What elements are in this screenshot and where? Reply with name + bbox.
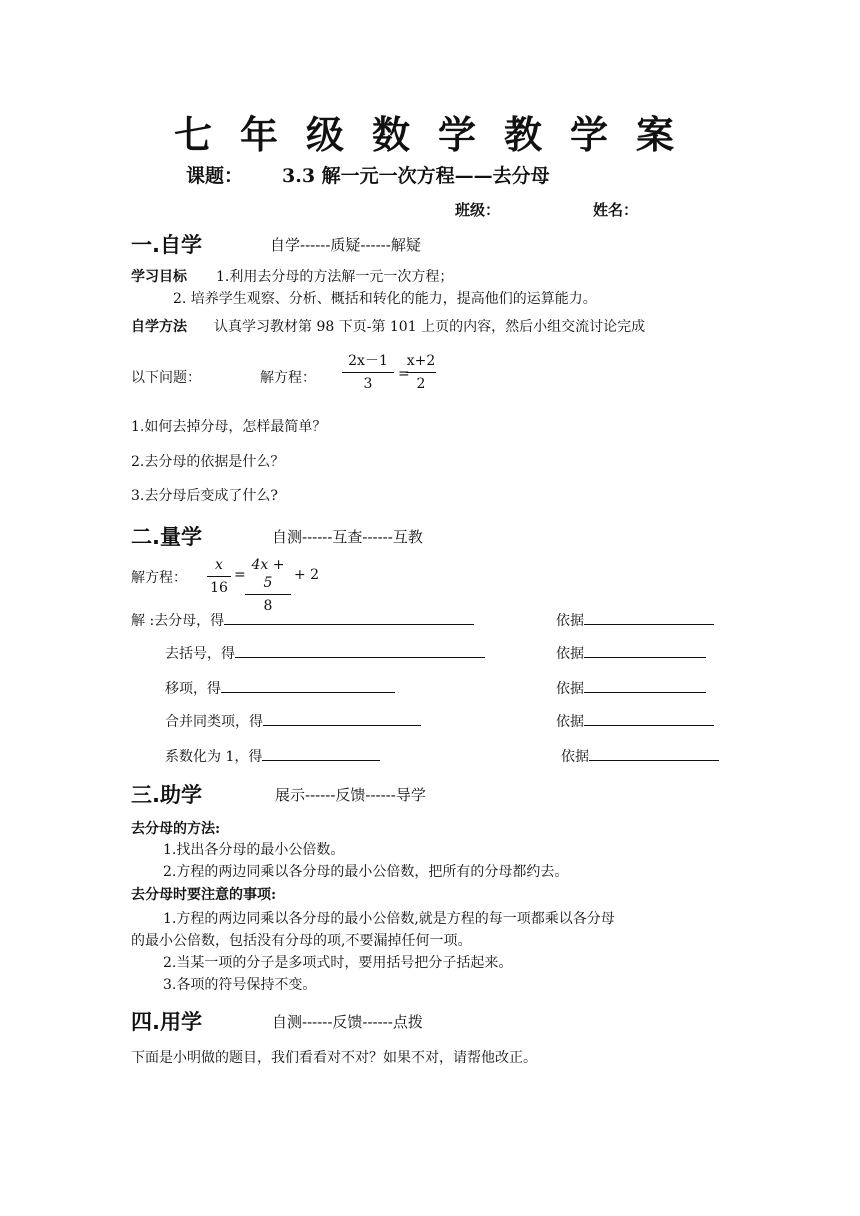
step-row — [165, 744, 380, 766]
equation-1-left-fraction — [342, 352, 394, 393]
title-char: 案 — [635, 112, 674, 157]
lesson-label: 课题： — [186, 165, 244, 187]
title-char: 数 — [371, 112, 410, 157]
step-label: 系数化为 1，得 — [165, 749, 263, 765]
goals-label: 学习目标 — [131, 269, 187, 285]
question-1: 1.如何去掉分母，怎样最简单？ — [131, 419, 327, 435]
fraction-numerator: 4x + 5 — [251, 557, 285, 591]
step-row — [165, 709, 421, 731]
basis-blank[interactable] — [584, 676, 706, 693]
fraction-numerator: 2x－1 — [348, 353, 388, 369]
method-title: 去分母的方法: — [131, 821, 221, 837]
step-label: 移项，得 — [165, 681, 221, 697]
section-heading-4: 四.用学 — [131, 1010, 202, 1034]
note-1-line-2: 的最小公倍数，包括没有分母的项,不要漏掉任何一项。 — [131, 933, 472, 949]
class-label: 班级： — [455, 201, 501, 219]
note-2: 2.当某一项的分子是多项式时，要用括号把分子括起来。 — [163, 955, 513, 971]
section-heading-2: 二.量学 — [131, 525, 202, 549]
title-char: 七 — [173, 112, 212, 157]
fraction-denominator: 8 — [263, 598, 273, 614]
fraction-numerator: x — [215, 557, 223, 573]
section-subtitle-4: 自测------反馈------点拨 — [272, 1013, 423, 1031]
equation-2-right-fraction — [245, 556, 291, 615]
basis-row — [556, 676, 706, 698]
page-title — [160, 104, 688, 159]
question-3: 3.去分母后变成了什么? — [131, 488, 278, 504]
basis-row — [561, 744, 719, 766]
fraction-denominator: 16 — [210, 580, 228, 596]
lesson-topic: 3.3 解一元一次方程——去分母 — [282, 165, 550, 187]
section-subtitle-3: 展示------反馈------导学 — [275, 786, 426, 804]
method-label: 自学方法 — [131, 319, 187, 335]
note-1-line-1: 1.方程的两边同乘以各分母的最小公倍数,就是方程的每一项都乘以各分母 — [163, 911, 615, 927]
basis-blank[interactable] — [584, 709, 714, 726]
answer-blank[interactable] — [263, 709, 421, 726]
answer-blank[interactable] — [221, 676, 395, 693]
goal-item-2: 2. 培养学生观察、分析、概括和转化的能力，提高他们的运算能力。 — [173, 291, 597, 307]
solve-label-1: 解方程： — [260, 370, 316, 386]
title-char: 学 — [437, 112, 476, 157]
fraction-bar — [207, 576, 231, 577]
method-text: 认真学习教材第 98 下页-第 101 上页的内容，然后小组交流讨论完成 — [214, 319, 646, 335]
goal-item-1: 1.利用去分母的方法解一元一次方程； — [216, 269, 454, 285]
step-row — [165, 641, 485, 663]
section-heading-1: 一.自学 — [131, 233, 202, 257]
basis-label: 依据 — [556, 613, 584, 629]
step-row — [165, 676, 395, 698]
fraction-denominator: 3 — [363, 376, 373, 392]
fraction-bar — [406, 372, 436, 373]
fraction-denominator: 2 — [416, 376, 426, 392]
step-label: 去括号，得 — [165, 646, 235, 662]
step-label: 合并同类项，得 — [165, 714, 263, 730]
basis-label: 依据 — [556, 646, 584, 662]
method-item-2: 2.方程的两边同乘以各分母的最小公倍数，把所有的分母都约去。 — [163, 864, 569, 880]
apply-text: 下面是小明做的题目，我们看看对不对？如果不对，请帮他改正。 — [131, 1050, 537, 1066]
plus-term: + 2 — [294, 567, 320, 583]
answer-blank[interactable] — [224, 608, 474, 625]
note-3: 3.各项的符号保持不变。 — [163, 977, 317, 993]
answer-blank[interactable] — [262, 744, 380, 761]
title-char: 年 — [239, 112, 278, 157]
section-subtitle-2: 自测------互查------互教 — [272, 528, 423, 546]
method-text-2: 以下问题： — [131, 370, 201, 386]
name-label: 姓名： — [593, 201, 639, 219]
basis-label: 依据 — [561, 749, 589, 765]
equals-sign: = — [234, 567, 246, 583]
step-label: 解 :去分母，得 — [131, 613, 225, 629]
equation-2-left-fraction — [207, 556, 231, 597]
basis-row — [556, 709, 714, 731]
title-char: 级 — [305, 112, 344, 157]
question-2: 2.去分母的依据是什么？ — [131, 454, 285, 470]
method-item-1: 1.找出各分母的最小公倍数。 — [163, 842, 345, 858]
section-heading-3: 三.助学 — [131, 783, 202, 807]
solve-label-2: 解方程： — [131, 570, 187, 586]
answer-blank[interactable] — [235, 641, 485, 658]
basis-blank[interactable] — [589, 744, 719, 761]
basis-label: 依据 — [556, 714, 584, 730]
fraction-numerator: x+2 — [406, 353, 436, 369]
title-char: 教 — [503, 112, 542, 157]
basis-label: 依据 — [556, 681, 584, 697]
section-subtitle-1: 自学------质疑------解疑 — [270, 236, 421, 254]
basis-blank[interactable] — [584, 641, 706, 658]
notes-title: 去分母时要注意的事项: — [131, 887, 277, 903]
equation-1-right-fraction — [406, 352, 436, 393]
title-char: 学 — [569, 112, 608, 157]
basis-row — [556, 641, 706, 663]
step-row — [131, 608, 474, 630]
equals-sign: = — [398, 366, 410, 382]
basis-blank[interactable] — [584, 608, 714, 625]
basis-row — [556, 608, 714, 630]
fraction-bar — [342, 372, 394, 373]
fraction-bar — [245, 594, 291, 595]
